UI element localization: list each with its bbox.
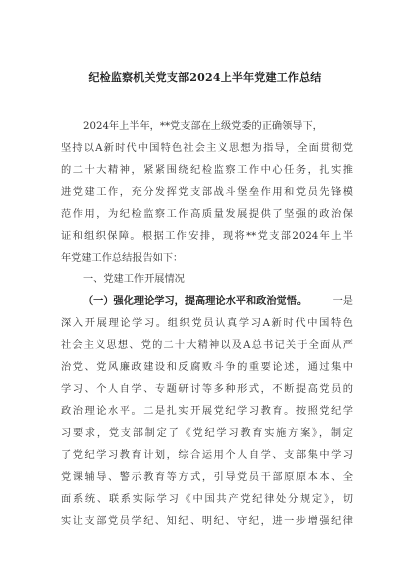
subsection-heading-tail: 一是 [332, 296, 353, 307]
subsection-heading-line [83, 294, 353, 309]
subsection-heading: （一）强化理论学习，提高理论水平和政治觉悟。 [83, 295, 308, 307]
paragraph-line: 党课辅导、警示教育等方式，引导党员干部原原本本、全 [61, 472, 353, 483]
document-title: 纪检监察机关党支部2024上半年党建工作总结 [88, 71, 322, 84]
paragraph-line: 深入开展理论学习。组织党员认真学习A新时代中国特色 [61, 318, 353, 329]
paragraph-line: 面系统、联系实际学习《中国共产党纪律处分规定》，切 [61, 494, 353, 505]
paragraph-line: 实让支部党员学纪、知纪、明纪、守纪，进一步增强纪律 [61, 516, 353, 527]
paragraph-line: 治党、党风廉政建设和反腐败斗争的重要论述，通过集中 [61, 362, 353, 373]
paragraph-line: 了党纪学习教育计划，综合运用个人自学、支部集中学习 [61, 450, 353, 461]
paragraph-line: 证和组织保障。根据工作安排，现将**党支部2024年上半 [61, 231, 353, 242]
paragraph-line: 范作用，为纪检监察工作高质量发展提供了坚强的政治保 [61, 209, 353, 220]
paragraph-line: 政治理论水平。二是扎实开展党纪学习教育。按照党纪学 [61, 406, 353, 417]
paragraph-line: 坚持以A新时代中国特色社会主义思想为指导，全面贯彻党 [61, 143, 353, 154]
paragraph-line: 学习、个人自学、专题研讨等多种形式，不断提高党员的 [61, 384, 353, 395]
paragraph-line: 的二十大精神，紧紧围绕纪检监察工作中心任务，扎实推 [61, 165, 353, 176]
paragraph-line: 习要求，党支部制定了《党纪学习教育实施方案》，制定 [61, 428, 353, 439]
section-heading: 一、党建工作开展情况 [83, 274, 185, 285]
paragraph-line: 2024年上半年，**党支部在上级党委的正确领导下， [83, 121, 323, 132]
paragraph-line: 社会主义思想、党的二十大精神以及A总书记关于全面从严 [61, 340, 353, 351]
paragraph-line: 年党建工作总结报告如下： [61, 253, 184, 264]
paragraph-line: 进党建工作，充分发挥党支部战斗堡垒作用和党员先锋模 [61, 187, 353, 198]
